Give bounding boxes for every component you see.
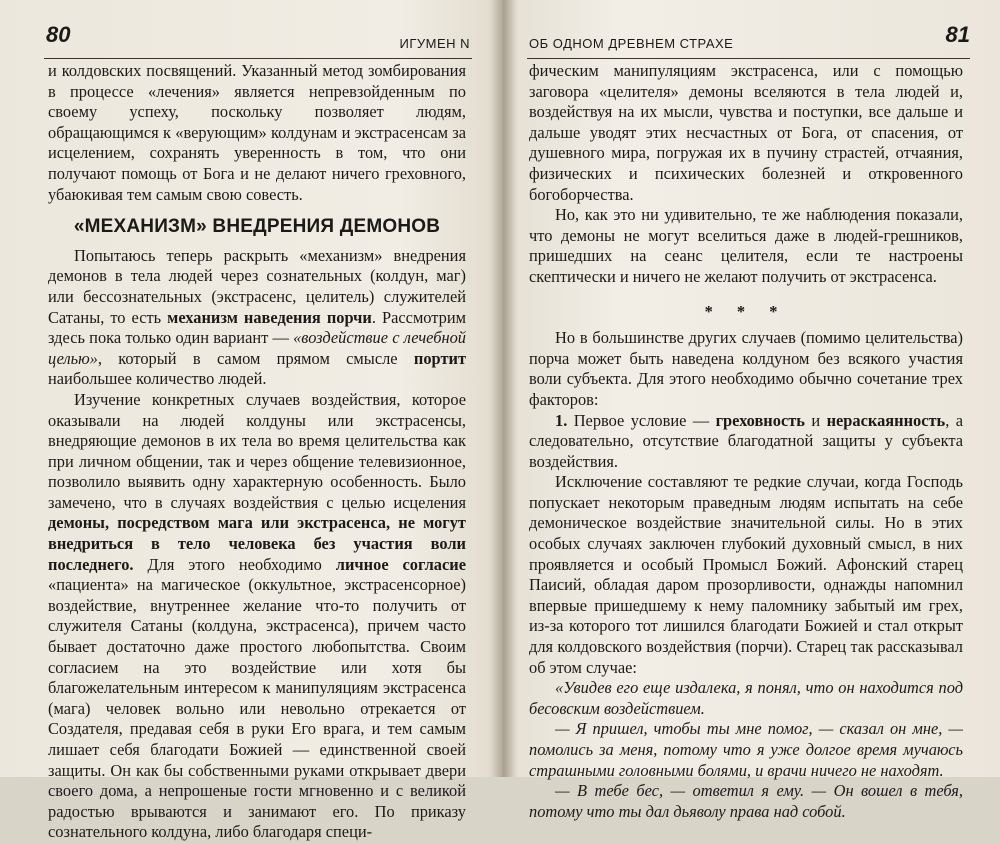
quote-line-2: — Я пришел, чтобы ты мне помог, — сказал он мне, — помолись за меня, потому что я уже долгое время мучаюсь страшными головными болями, и врачи ничего не находят. [529,719,963,780]
right-page [505,0,1000,821]
section-heading: «МЕХАНИЗМ» ВНЕДРЕНИЯ ДЕМОНОВ [73,216,441,238]
left-paragraph-1: и колдовских посвящений. Указанный метод зомбирования в процессе «лечения» является непревзойденным по своему успеху, поскольку позволяет людям, обращающимся к «верующим» колдунам и экстрасенсам за исцелением, сохранять уверенность в том, что они получают помощь от Бога и не делают ничего греховного, убаюкивая тем самым свою совесть. [48,61,466,204]
left-page-number: 80 [46,22,71,47]
right-header-rule [527,58,970,59]
quote-line-3: — В тебе бес, — ответил я ему. — Он вошел в тебя, потому что ты дал дьяволу права над собой. [529,781,963,821]
right-paragraph-2: Но, как это ни удивительно, те же наблюдения показали, что демоны не могут вселиться даже в людей-грешников, пришедших на сеанс целителя, если те настроены скептически и ничего не желают получить от экстрасенса. [529,205,963,286]
right-paragraph-4: 1. Первое условие — греховность и нераскаянность, а следовательно, отсутствие благодатной защиты у субъекта воздействия. [529,410,963,471]
section-separator: * * * [704,301,788,321]
left-page [0,0,500,842]
right-page-body [529,61,963,822]
left-page-body [48,61,466,843]
right-page-number: 81 [945,22,970,47]
left-paragraph-2: Попытаюсь теперь раскрыть «механизм» внедрения демонов в тела людей через сознательных (колдун, маг) или бессознательных (экстрасенс, целитель) служителей Сатаны, то есть механизм наведения порчи. Рассмотрим здесь пока только один вариант — «воздействие с лечебной целью», который в самом прямом смысле портит наибольшее количество людей. [48,245,466,389]
left-paragraph-3: Изучение конкретных случаев воздействия, которое оказывали на людей колдуны или экстрасенсы, внедряющие демонов в их тела во время целительства как при личном общении, так и через общение телевизионное, позволило выявить одну характерную особенность. Было замечено, что в случаях воздействия с целью исцеления демоны, посредством мага или экстрасенса, не могут внедриться в тело человека без участия воли последнего. Для этого необходимо личное согласие «пациента» на магическое (оккультное, экстрасенсорное) воздействие, внутреннее желание что-то получить от служителя Сатаны (колдуна, экстрасенса), причем часто бывает достаточно даже простого любопытства. Своим согласием на это воздействие или хотя бы благожелательным интересом к манипуляциям экстрасенса (мага) человек вольно или невольно отрекается от Создателя, предавая себя в руки Его врага, и тем самым лишает себя благодати Божией — единственной своей защиты. Он как бы собственными руками открывает двери своего дома, а непрошеные гости мгновенно и с великой радостью врываются и занимают его. По приказу сознательного колдуна, либо благодаря специ- [48,389,466,842]
left-header-rule [44,58,472,59]
right-paragraph-1: фическим манипуляциям экстрасенса, или с помощью заговора «целителя» демоны вселяются в тела людей и, воздействуя на их мысли, чувства и поступки, все дальше и дальше уводят этих несчастных от Бога, от спасения, от душевного мира, погружая их в пучину страстей, отчаяния, физических и психических болезней и откровенного богоборчества. [529,61,963,204]
right-paragraph-5: Исключение составляют те редкие случаи, когда Господь попускает некоторым праведным людям испытать на себе демоническое воздействие значительной силы. Но в этих особых случаях заключен глубокий духовный смысл, в них проявляется и особый Промысл Божий. Афонский старец Паисий, обладая даром прозорливости, однажды напомнил впервые пришедшему к нему паломнику забытый им грех, из-за которого тот лишился благодати Божией и стал открыт для колдовского воздействия (порчи). Старец так рассказывал об этом случае: [529,472,963,677]
left-running-head: ИГУМЕН N [399,36,470,51]
quote-line-1: «Увидев его еще издалека, я понял, что он находится под бесовским воздействием. [529,678,963,718]
right-running-head: ОБ ОДНОМ ДРЕВНЕМ СТРАХЕ [529,36,734,51]
right-paragraph-3: Но в большинстве других случаев (помимо целительства) порча может быть наведена колдуном без всякого участия воли субъекта. Для этого необходимо обычно сочетание трех факторов: [529,328,963,409]
